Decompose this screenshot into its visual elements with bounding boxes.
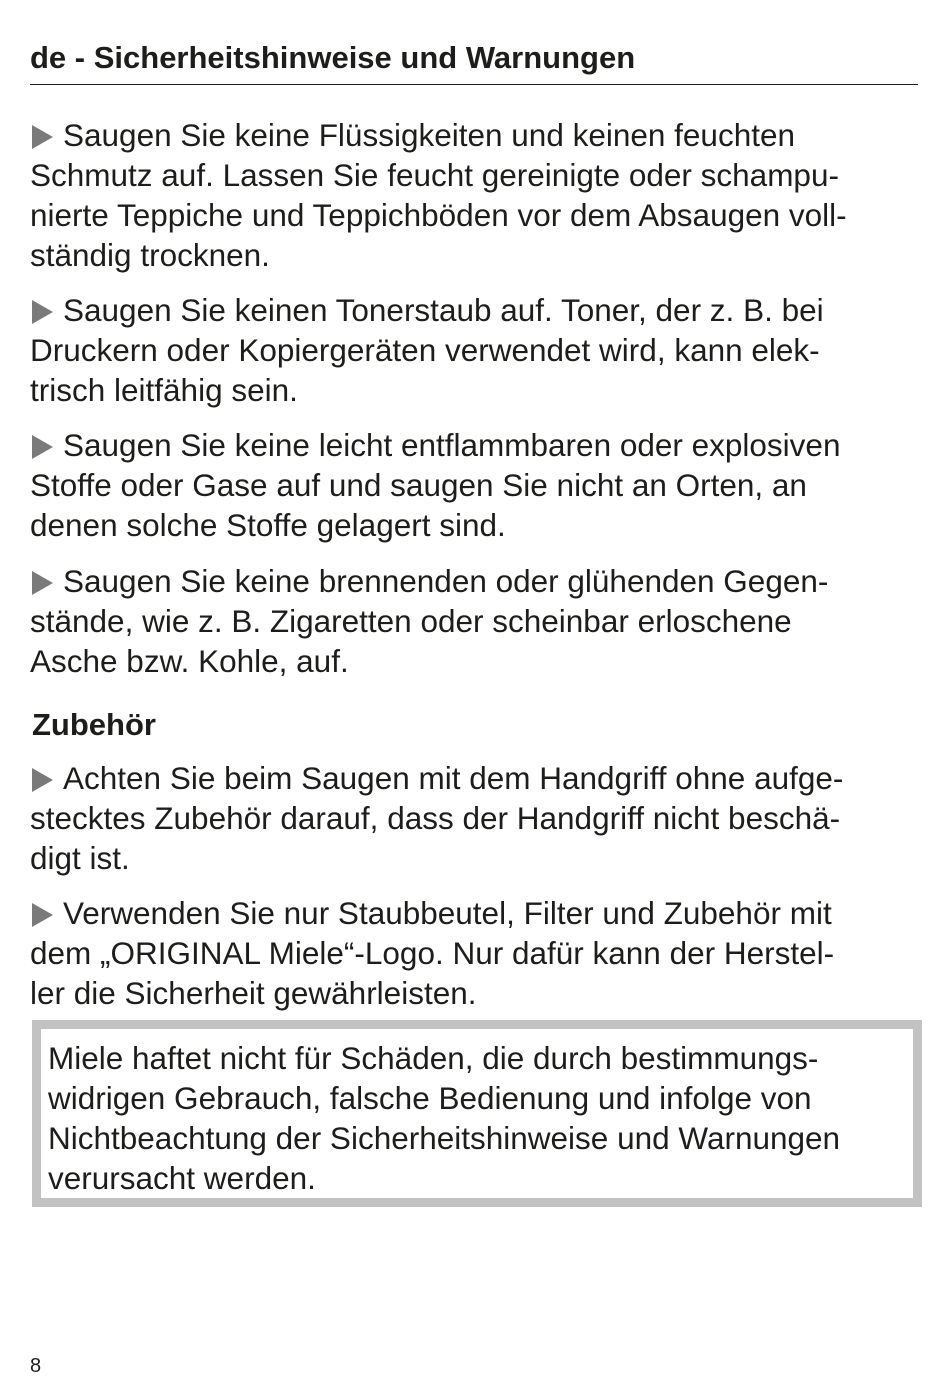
bullet-triangle-icon: [32, 571, 53, 595]
page-number: 8: [30, 1355, 42, 1377]
page-header: de - Sicherheitshinweise und Warnungen: [30, 38, 918, 85]
warning-paragraph: Saugen Sie keine brennenden oder glühenden Gegen- stände, wie z. B. Zigaretten oder scheinbar erloschene Asche bzw. Kohle, auf.: [30, 563, 829, 679]
bullet-triangle-icon: [32, 903, 53, 927]
warning-paragraph: Saugen Sie keinen Tonerstaub auf. Toner, der z. B. bei Druckern oder Kopiergeräten verwendet wird, kann elek- trisch leitfähig sein.: [30, 292, 824, 408]
warning-paragraph: Saugen Sie keine leicht entflammbaren oder explosiven Stoffe oder Gase auf und saugen Sie nicht an Orten, an denen solche Stoffe gelagert sind.: [30, 427, 841, 543]
liability-notice-box: Miele haftet nicht für Schäden, die durch bestimmungs- widrigen Gebrauch, falsche Bedienung und infolge von Nichtbeachtung der Sicherheitshinweise und Warnungen verursacht werden.: [32, 1020, 922, 1207]
bullet-triangle-icon: [32, 125, 53, 149]
warning-paragraph: Verwenden Sie nur Staubbeutel, Filter und Zubehör mit dem „ORIGINAL Miele“-Logo. Nur dafür kann der Herstel- ler die Sicherheit gewährleisten.: [30, 895, 835, 1011]
bullet-triangle-icon: [32, 435, 53, 459]
warning-paragraph: Achten Sie beim Saugen mit dem Handgriff ohne aufge- stecktes Zubehör darauf, dass der Handgriff nicht beschä- digt ist.: [30, 760, 844, 876]
section-heading: Zubehör: [32, 707, 156, 742]
bullet-triangle-icon: [32, 768, 53, 792]
warning-paragraph: Saugen Sie keine Flüssigkeiten und keinen feuchten Schmutz auf. Lassen Sie feucht gereinigte oder schampu- nierte Teppiche und Teppichböden vor dem Absaugen voll- ständig trocknen.: [30, 117, 847, 273]
bullet-triangle-icon: [32, 300, 53, 324]
